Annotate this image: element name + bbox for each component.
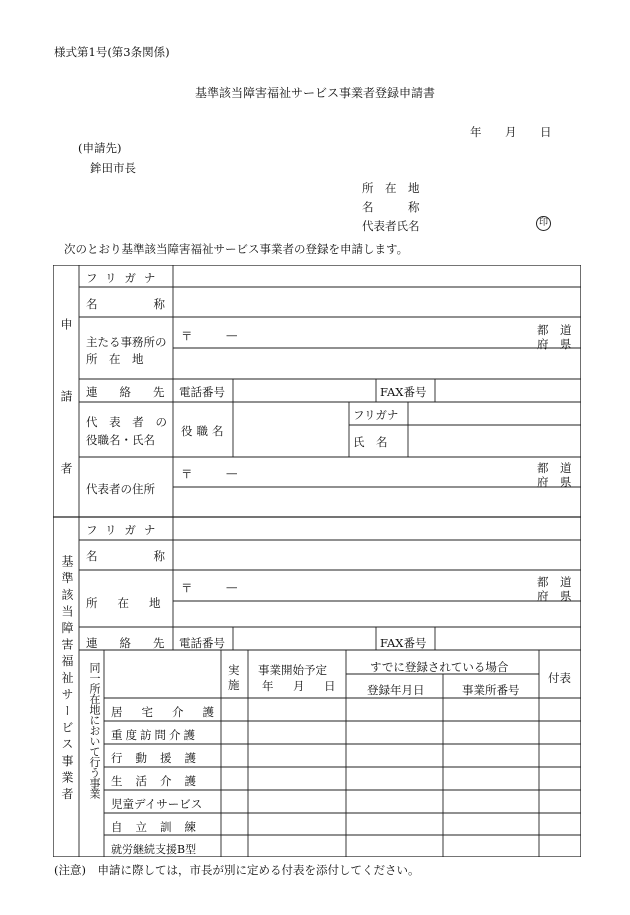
addressee-label: (申請先) (78, 141, 122, 155)
rep-address-label: 代表者の住所 (86, 482, 155, 496)
business-postal-mark: 〒 (181, 581, 193, 595)
rep-position-label: 役職名 (181, 424, 228, 438)
date-year: 年 (470, 125, 482, 139)
rep-furigana-label: フリガナ (353, 408, 399, 422)
business-prefecture-1: 都 道 (537, 575, 572, 589)
service-row-label: 重度訪問介護 (111, 728, 198, 742)
applicant-office-address-label-1: 主たる事務所の (86, 335, 167, 349)
addressee: 鉾田市長 (90, 161, 136, 175)
applicant-postal-mark: 〒 (181, 329, 193, 343)
business-section-heading: 基準該当障害福祉サービス事業者 (60, 555, 74, 804)
service-row-label: 行動援護 (111, 751, 209, 765)
form-number: 様式第1号(第3条関係) (54, 45, 170, 59)
col-start-1: 事業開始予定 (258, 663, 327, 677)
service-row-label: 生活介護 (111, 774, 209, 788)
applicant-postal-dash: — (226, 328, 238, 342)
business-name-label: 名称 (86, 549, 221, 563)
date-day: 日 (540, 125, 552, 139)
col-implemented-2: 施 (228, 678, 240, 692)
applicant-section-heading: 申請者 (59, 318, 73, 534)
applicant-contact-label: 連絡先 (86, 385, 187, 399)
business-postal-dash: — (226, 580, 238, 594)
form-title: 基準該当障害福祉サービス事業者登録申請書 (195, 86, 436, 100)
date-month: 月 (505, 125, 517, 139)
note-text: (注意) 申請に際しては，市長が別に定める付表を添付してください。 (54, 863, 420, 877)
col-start-2: 年 月 日 (262, 679, 340, 693)
applicant-phone-label: 電話番号 (179, 385, 225, 399)
business-fax-label: FAX番号 (380, 636, 427, 650)
business-contact-label: 連絡先 (86, 636, 187, 650)
rep-title-name-label-2: 役職名・氏名 (86, 433, 155, 447)
rep-postal-dash: — (226, 466, 238, 480)
applicant-fax-label: FAX番号 (380, 385, 427, 399)
col-attachment: 付表 (548, 671, 571, 685)
rep-prefecture-1: 都 道 (537, 461, 572, 475)
rep-title-name-label-1: 代 表 者 の (86, 415, 171, 429)
same-location-label: 同一所在地において行う事業 (88, 662, 101, 799)
applicant-representative-label: 代表者氏名 (362, 219, 420, 233)
applicant-office-address-label-2: 所 在 地 (86, 352, 144, 366)
service-row-label: 自立訓練 (111, 820, 209, 834)
applicant-name-label: 名 称 (362, 200, 420, 214)
service-row-label: 就労継続支援B型 (111, 843, 197, 856)
applicant-prefecture-1: 都 道 (537, 323, 572, 337)
intro-text: 次のとおり基準該当障害福祉サービス事業者の登録を申請します。 (64, 242, 409, 256)
seal-mark: 印 (536, 216, 551, 231)
col-implemented-1: 実 (228, 663, 240, 677)
service-row-label: 居宅介護 (111, 705, 233, 719)
applicant-furigana-label: フリガナ (86, 271, 164, 285)
rep-name-label: 氏 名 (353, 435, 388, 449)
col-registered: すでに登録されている場合 (370, 660, 509, 674)
rep-postal-mark: 〒 (181, 467, 193, 481)
applicant-name-row-label: 名称 (86, 297, 221, 311)
service-row-label: 児童デイサービス (111, 797, 203, 811)
applicant-location-label: 所 在 地 (362, 181, 420, 195)
col-office-no: 事業所番号 (462, 683, 520, 697)
rep-prefecture-2: 府 県 (537, 475, 572, 489)
business-prefecture-2: 府 県 (537, 589, 572, 603)
applicant-prefecture-2: 府 県 (537, 337, 572, 351)
business-phone-label: 電話番号 (179, 636, 225, 650)
col-reg-date: 登録年月日 (367, 683, 425, 697)
business-furigana-label: フリガナ (86, 523, 164, 537)
business-location-label: 所在地 (86, 596, 181, 610)
